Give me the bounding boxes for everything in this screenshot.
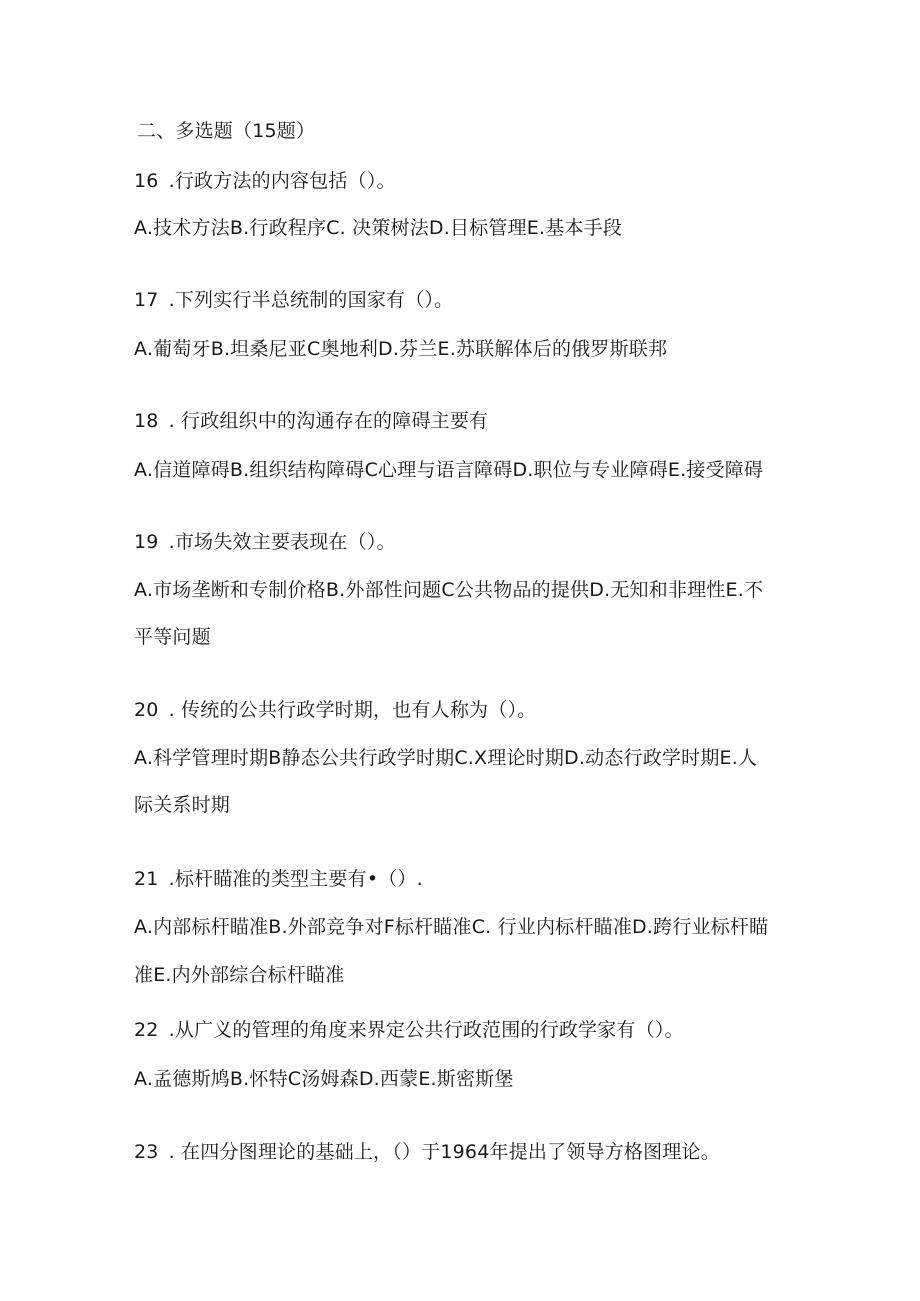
question-21 (134, 867, 423, 891)
question-17 (134, 288, 453, 312)
question-number: 18 (134, 410, 159, 432)
question-17-options: A.葡萄牙B.坦桑尼亚C奥地利D.芬兰E.苏联解体后的俄罗斯联邦 (134, 338, 668, 360)
question-text: . 行政组织中的沟通存在的障碍主要有 (168, 410, 489, 432)
question-number: 16 (134, 170, 159, 192)
question-18-options: A.信道障碍B.组织结构障碍C心理与语言障碍D.职位与专业障碍E.接受障碍 (134, 459, 764, 481)
question-number: 17 (134, 289, 159, 311)
question-22 (134, 1018, 684, 1042)
question-20-options: A.科学管理时期B静态公共行政学时期C.X理论时期D.动态行政学时期E.人 (134, 747, 758, 769)
question-22-options: A.孟德斯鸠B.怀特C汤姆森D.西蒙E.斯密斯堡 (134, 1068, 514, 1090)
question-text: .行政方法的内容包括（）。 (168, 170, 396, 192)
question-21-options: A.内部标杆瞄准B.外部竞争对F标杆瞄准C. 行业内标杆瞄准D.跨行业标杆瞄 (134, 916, 769, 938)
question-text: . 在四分图理论的基础上，（）于1964年提出了领导方格图理论。 (168, 1141, 720, 1163)
question-text: .市场失效主要表现在（）。 (168, 531, 396, 553)
question-number: 23 (134, 1141, 159, 1163)
question-text: . 传统的公共行政学时期，也有人称为（）。 (168, 699, 537, 721)
question-number: 20 (134, 699, 159, 721)
question-text: .从广义的管理的角度来界定公共行政范围的行政学家有（）。 (168, 1019, 684, 1041)
question-23 (134, 1140, 720, 1164)
question-number: 19 (134, 531, 159, 553)
question-16-options: A.技术方法B.行政程序C. 决策树法D.目标管理E.基本手段 (134, 217, 623, 239)
section-title: 二、多选题（15题） (137, 120, 316, 142)
question-19 (134, 530, 396, 554)
question-16 (134, 169, 396, 193)
question-text: .下列实行半总统制的国家有（）。 (168, 289, 454, 311)
question-18 (134, 409, 488, 433)
question-20 (134, 698, 536, 722)
question-number: 21 (134, 868, 159, 890)
question-text: .标杆瞄准的类型主要有•（）. (168, 868, 423, 890)
question-19-options: A.市场垄断和专制价格B.外部性问题C公共物品的提供D.无知和非理性E.不 (134, 579, 764, 601)
question-20-options-cont: 际关系时期 (134, 794, 231, 816)
question-19-options-cont: 平等问题 (134, 626, 211, 648)
question-number: 22 (134, 1019, 159, 1041)
question-21-options-cont: 准E.内外部综合标杆瞄准 (134, 964, 345, 986)
